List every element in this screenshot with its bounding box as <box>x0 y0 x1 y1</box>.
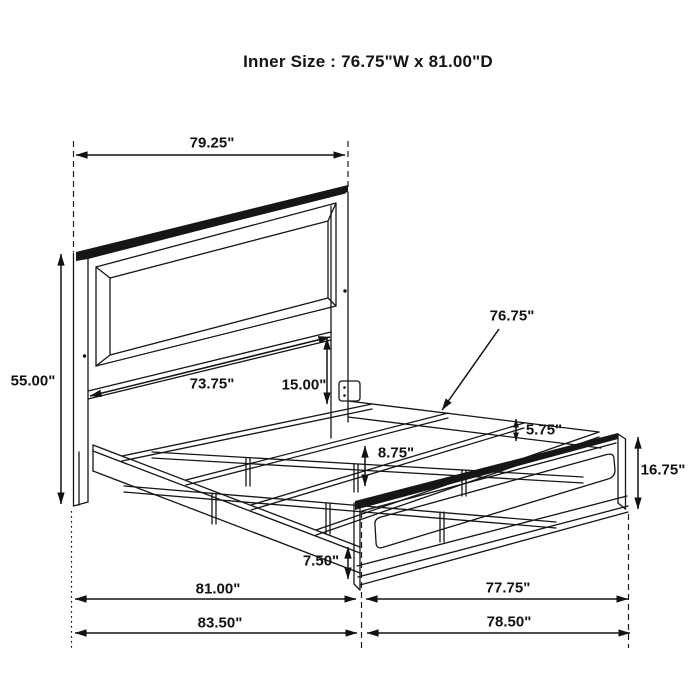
dim-label-headboard-height: 55.00" <box>10 372 56 390</box>
headboard-panel-outer <box>96 203 336 366</box>
rail-bracket <box>339 381 360 401</box>
dim-label-headboard-to-rail: 15.00" <box>281 376 327 394</box>
dim-label-inner-length: 81.00" <box>195 580 241 598</box>
leader-line-slat-width <box>442 329 499 410</box>
side-rails <box>93 401 601 573</box>
construction-lines <box>72 141 629 650</box>
dim-label-slat-area-width: 76.75" <box>489 307 535 325</box>
dim-label-headboard-inner-width: 73.75" <box>189 375 235 393</box>
dim-label-headboard-width: 79.25" <box>189 134 235 152</box>
diagram-title: Inner Size : 76.75"W x 81.00"D <box>243 52 493 71</box>
dim-label-footboard-inner-width: 77.75" <box>485 579 531 597</box>
headboard <box>74 185 361 506</box>
dim-label-rail-to-floor: 7.50" <box>302 552 340 570</box>
near-rail-top <box>93 445 360 547</box>
dimension-lines <box>61 155 638 633</box>
screw-dot-right <box>343 289 346 292</box>
screw-dot-left <box>83 354 86 357</box>
dim-label-footboard-height: 16.75" <box>640 461 686 479</box>
dim-label-footboard-outer-width: 78.50" <box>486 613 532 631</box>
bed-drawing <box>74 185 629 590</box>
dim-label-slat-support-height: 8.75" <box>377 444 415 462</box>
dim-label-outer-length: 83.50" <box>197 614 243 632</box>
dim-label-rail-above-slats: 5.75" <box>525 421 563 439</box>
